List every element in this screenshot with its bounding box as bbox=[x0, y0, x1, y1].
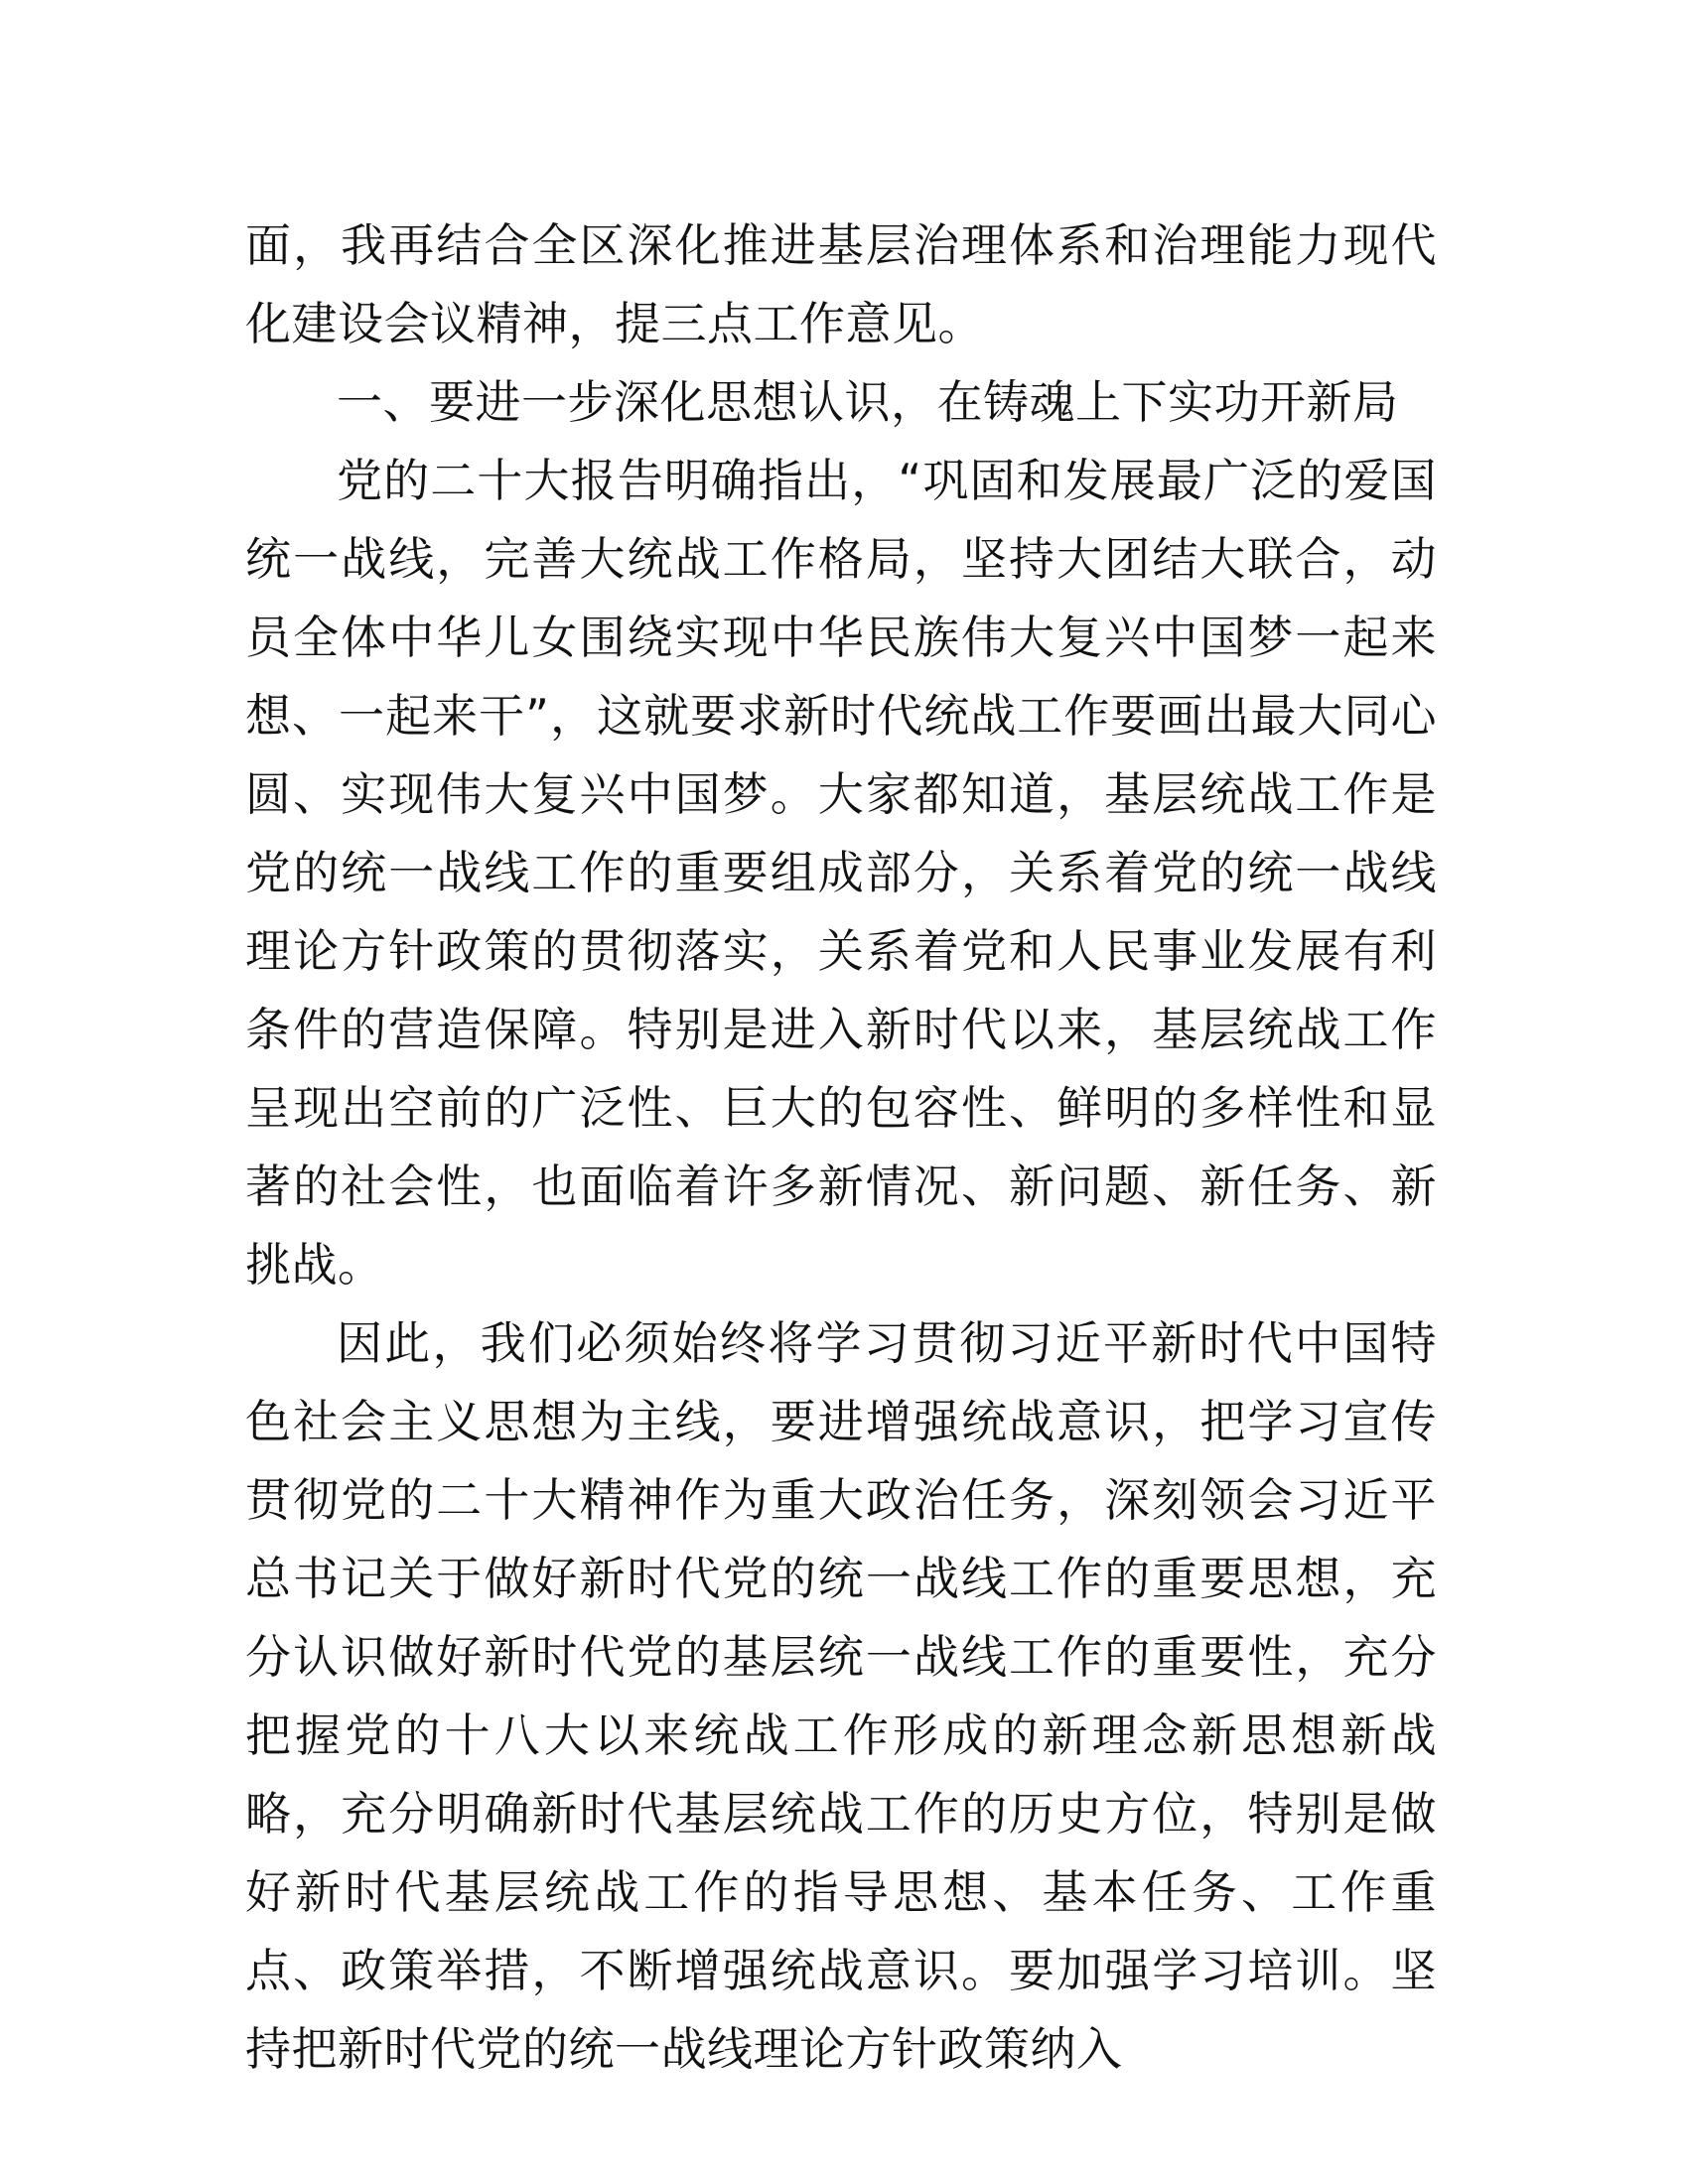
continuation-paragraph: 面，我再结合全区深化推进基层治理体系和治理能力现代化建设会议精神，提三点工作意见。 bbox=[245, 218, 1437, 350]
body-paragraph-2: 因此，我们必须始终将学习贯彻习近平新时代中国特色社会主义思想为主线，要进增强统战意识，把学习宣传贯彻党的二十大精神作为重大政治任务，深刻领会习近平总书记关于做好新时代党的统一战线工作的重要思想，充分认识做好新时代党的基层统一战线工作的重要性，充分把握党的十八大以来统战工作形成的新理念新思想新战略，充分明确新时代基层统战工作的历史方位，特别是做好新时代基层统战工作的指导思想、基本任务、工作重点、政策举措，不断增强统战意识。要加强学习培训。坚持把新时代党的统一战线理论方针政策纳入 bbox=[245, 1316, 1437, 2076]
document-body bbox=[245, 206, 1437, 2089]
body-paragraph-1: 党的二十大报告明确指出，“巩固和发展最广泛的爱国统一战线，完善大统战工作格局，坚持大团结大联合，动员全体中华儿女围绕实现中华民族伟大复兴中国梦一起来想、一起来干”，这就要求新时代统战工作要画出最大同心圆、实现伟大复兴中国梦。大家都知道，基层统战工作是党的统一战线工作的重要组成部分，关系着党的统一战线理论方针政策的贯彻落实，关系着党和人民事业发展有利条件的营造保障。特别是进入新时代以来，基层统战工作呈现出空前的广泛性、巨大的包容性、鲜明的多样性和显著的社会性，也面临着许多新情况、新问题、新任务、新挑战。 bbox=[245, 454, 1437, 1292]
section-heading: 一、要进一步深化思想认识，在铸魂上下实功开新局 bbox=[337, 375, 1399, 429]
